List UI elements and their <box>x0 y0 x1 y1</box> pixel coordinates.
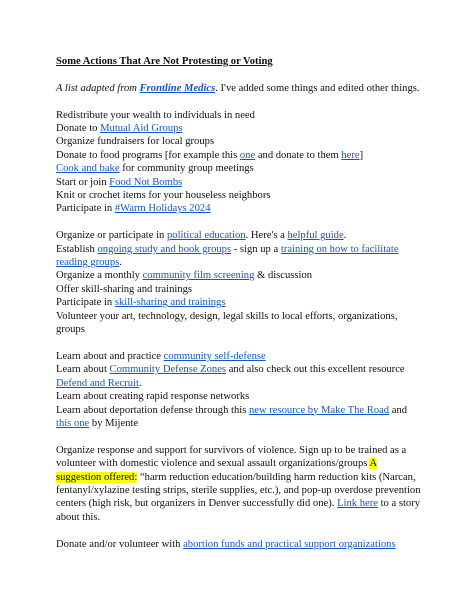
defense-zones-line <box>56 363 423 390</box>
document-title: Some Actions That Are Not Protesting or Voting <box>56 56 273 67</box>
harm-reduction-text: “harm reduction education/building harm reduction kits (Narcan, fentanyl/xylazine testing strips, sterile supplies, etc.), and pop-up overdose prevention centers (high risk, but organizers in Denver successfully did one). <box>56 471 421 510</box>
line-text: for community group meetings <box>119 163 254 175</box>
line-text: and also check out this excellent resource <box>226 364 405 376</box>
food-not-bombs-link[interactable]: Food Not Bombs <box>109 176 183 188</box>
redistribute-wealth-line: Redistribute your wealth to individuals in need <box>56 109 255 121</box>
donate-mutual-aid-line <box>56 122 423 135</box>
line-text: Organize a monthly <box>56 270 143 282</box>
section-mutual-aid <box>56 109 423 216</box>
survivors-paragraph: Organize response and support for survivors of violence. Sign up to be trained as a volunteer with domestic violence and sexual assault organizations/groups <box>56 444 407 470</box>
line-text: by Mijente <box>89 417 139 429</box>
intro-paragraph <box>56 82 423 95</box>
organize-fundraisers-line: Organize fundraisers for local groups <box>56 136 215 148</box>
knit-crochet-line: Knit or crochet items for your houseless neighbors <box>56 190 271 202</box>
line-text: Donate to food programs [for example this <box>56 149 240 161</box>
political-education-link[interactable]: political education <box>167 230 246 242</box>
line-text: Participate in <box>56 203 115 215</box>
line-text: . <box>119 257 122 269</box>
donate-volunteer-text: Donate and/or volunteer with <box>56 538 184 550</box>
line-text: Establish <box>56 243 98 255</box>
line-text: Learn about <box>56 364 110 376</box>
line-text: Start or join <box>56 176 110 188</box>
helpful-guide-link[interactable]: helpful guide <box>287 230 344 242</box>
line-text: . Here's a <box>245 230 288 242</box>
section-abortion-funds <box>56 538 423 551</box>
community-self-defense-link[interactable]: community self-defense <box>163 350 266 362</box>
frontline-medics-link[interactable]: Frontline Medics <box>139 82 216 94</box>
political-education-line <box>56 229 423 242</box>
story-suffix: to a story about this. <box>56 498 421 523</box>
food-program-here-link[interactable]: here <box>341 149 360 161</box>
intro-prefix: A list adapted from <box>56 82 140 94</box>
line-text: Participate in <box>56 297 115 309</box>
defend-and-recruit-link[interactable]: Defend and Recruit <box>56 377 139 389</box>
study-groups-line <box>56 243 423 270</box>
section-education <box>56 229 423 336</box>
suggestion-highlight: A suggestion offered: <box>56 458 378 483</box>
cook-and-bake-link[interactable]: Cook and bake <box>56 163 120 175</box>
mutual-aid-groups-link[interactable]: Mutual Aid Groups <box>100 123 183 134</box>
story-link[interactable]: Link here <box>337 498 378 510</box>
line-text: and <box>389 404 408 416</box>
offer-skill-sharing-line: Offer skill-sharing and trainings <box>56 283 193 295</box>
cook-and-bake-line <box>56 162 423 175</box>
film-screening-line <box>56 269 423 282</box>
intro-suffix: . I've added some things and edited other things. <box>215 82 420 94</box>
participate-skill-sharing-line <box>56 296 423 309</box>
line-text: . <box>138 377 142 389</box>
self-defense-line <box>56 350 423 363</box>
rapid-response-line: Learn about creating rapid response networks <box>56 391 250 403</box>
line-text: & discussion <box>254 270 313 282</box>
warm-holidays-line <box>56 202 423 215</box>
food-not-bombs-line <box>56 176 423 189</box>
volunteer-skills-line: Volunteer your art, technology, design, legal skills to local efforts, organizations, groups <box>56 310 398 336</box>
skill-sharing-link[interactable]: skill-sharing and trainings <box>114 297 226 309</box>
food-program-one-link[interactable]: one <box>239 149 256 161</box>
line-text: - sign up a <box>231 243 281 255</box>
community-defense-zones-link[interactable]: Community Defense Zones <box>109 364 227 376</box>
donate-food-programs-line <box>56 149 423 162</box>
line-text: and donate to them <box>255 149 342 161</box>
reading-groups-training-link[interactable]: training on how to facilitate reading groups <box>56 243 399 269</box>
line-text: Learn about and practice <box>56 350 164 362</box>
study-book-groups-link[interactable]: ongoing study and book groups <box>97 243 232 255</box>
make-the-road-link[interactable]: new resource by Make The Road <box>248 404 390 416</box>
line-text: . <box>343 230 347 242</box>
abortion-funds-link[interactable]: abortion funds and practical support organizations <box>183 538 396 550</box>
deportation-defense-line <box>56 404 423 431</box>
community-film-screening-link[interactable]: community film screening <box>142 270 255 282</box>
warm-holidays-link[interactable]: #Warm Holidays 2024 <box>114 203 211 215</box>
line-text: Donate to <box>56 123 101 134</box>
this-one-link[interactable]: this one <box>56 417 90 429</box>
line-text: ] <box>359 149 364 161</box>
section-self-defense <box>56 350 423 430</box>
section-survivors <box>56 444 423 524</box>
line-text: Organize or participate in <box>56 230 167 242</box>
line-text: Learn about deportation defense through this <box>56 404 249 416</box>
